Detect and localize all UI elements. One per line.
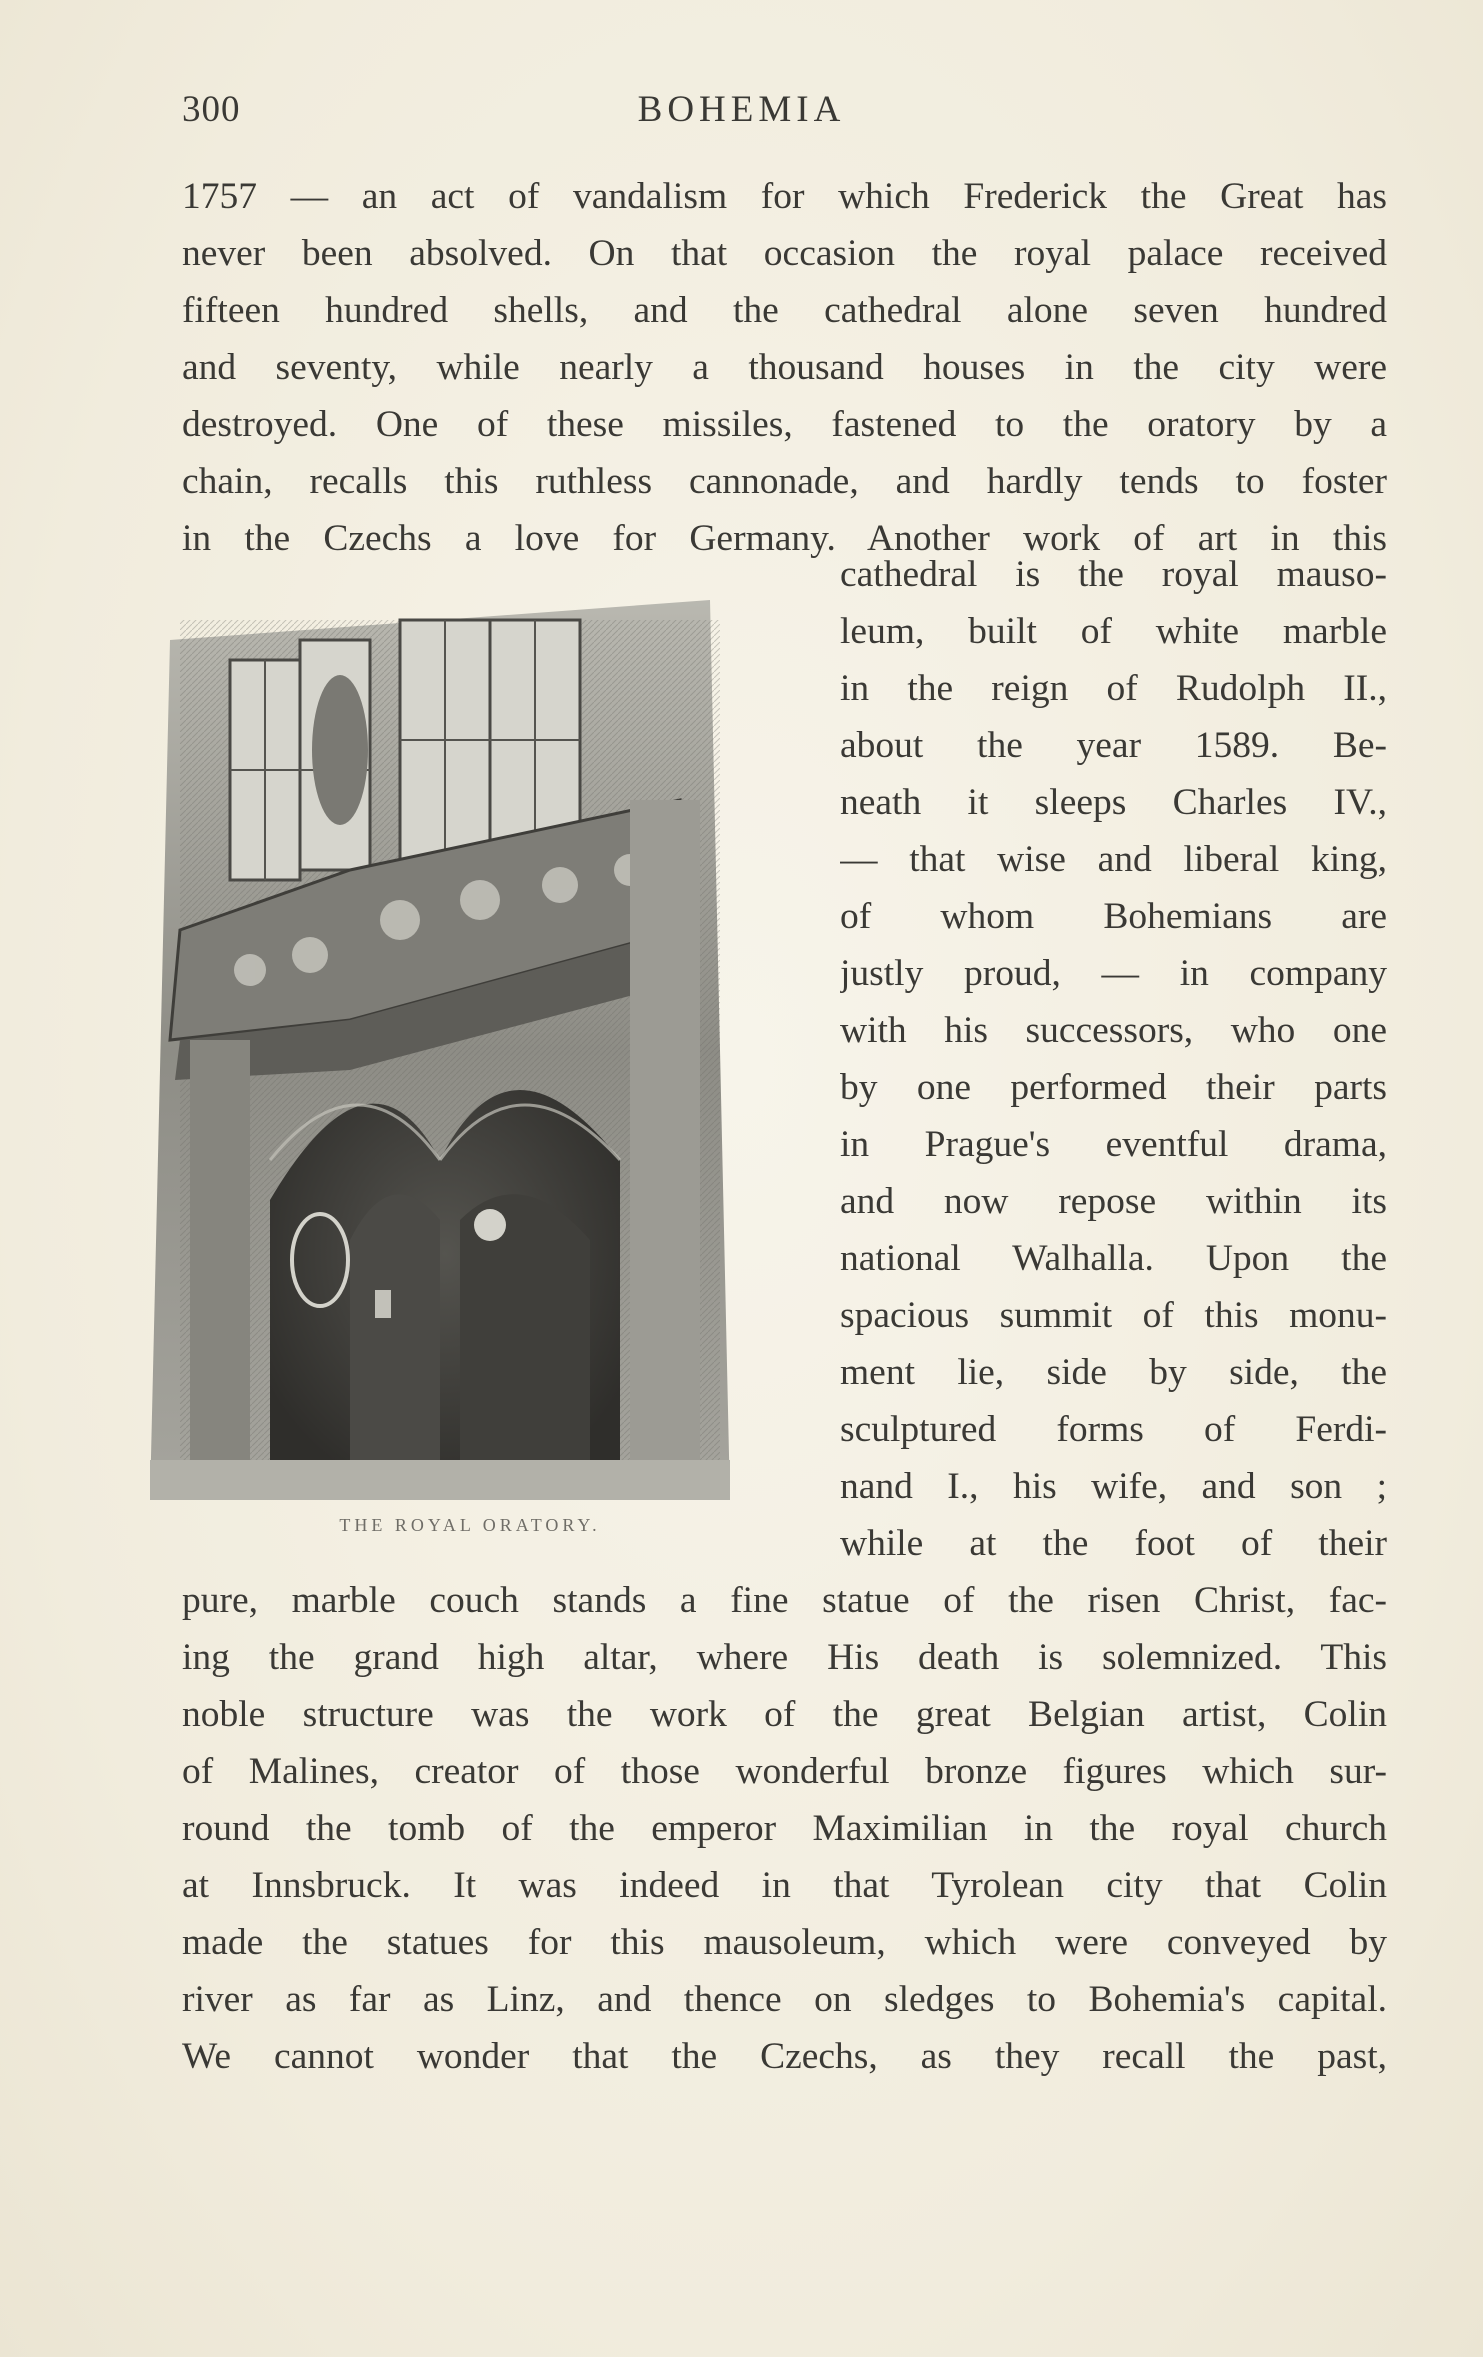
oratory-engraving: [150, 600, 790, 1500]
paragraph-side-column: [840, 546, 1387, 1572]
text-line: in Prague's eventful drama,: [840, 1124, 1387, 1165]
text-line: never been absolved. On that occasion the royal palace received: [182, 233, 1387, 274]
running-title: BOHEMIA: [637, 89, 846, 130]
text-line: leum, built of white marble: [840, 611, 1387, 652]
page-header: [0, 88, 1483, 138]
text-line: fifteen hundred shells, and the cathedral alone seven hundred: [182, 290, 1387, 331]
text-line: 1757 — an act of vandalism for which Frederick the Great has: [182, 176, 1387, 217]
text-line: neath it sleeps Charles IV.,: [840, 782, 1387, 823]
text-line: ing the grand high altar, where His death is solemnized. This: [182, 1637, 1387, 1678]
text-line: sculptured forms of Ferdi-: [840, 1409, 1387, 1450]
paragraph-bottom: [182, 1572, 1387, 2085]
text-line: pure, marble couch stands a fine statue of the risen Christ, fac-: [182, 1580, 1387, 1621]
text-line: in the reign of Rudolph II.,: [840, 668, 1387, 709]
text-line: spacious summit of this monu-: [840, 1295, 1387, 1336]
text-line: and seventy, while nearly a thousand houses in the city were: [182, 347, 1387, 388]
text-line: about the year 1589. Be-: [840, 725, 1387, 766]
text-line: chain, recalls this ruthless cannonade, and hardly tends to foster: [182, 461, 1387, 502]
text-line: — that wise and liberal king,: [840, 839, 1387, 880]
text-line: and now repose within its: [840, 1181, 1387, 1222]
text-line: made the statues for this mausoleum, which were conveyed by: [182, 1922, 1387, 1963]
text-line: national Walhalla. Upon the: [840, 1238, 1387, 1279]
text-line: of whom Bohemians are: [840, 896, 1387, 937]
text-line: nand I., his wife, and son ;: [840, 1466, 1387, 1507]
text-line: with his successors, who one: [840, 1010, 1387, 1051]
text-line: of Malines, creator of those wonderful bronze figures which sur-: [182, 1751, 1387, 1792]
paragraph-top: [182, 168, 1387, 567]
text-line: destroyed. One of these missiles, fastened to the oratory by a: [182, 404, 1387, 445]
figure-caption: THE ROYAL ORATORY.: [339, 1515, 601, 1535]
text-line: justly proud, — in company: [840, 953, 1387, 994]
text-line: We cannot wonder that the Czechs, as they recall the past,: [182, 2036, 1387, 2077]
text-line: at Innsbruck. It was indeed in that Tyrolean city that Colin: [182, 1865, 1387, 1906]
text-line: by one performed their parts: [840, 1067, 1387, 1108]
text-line: while at the foot of their: [840, 1523, 1387, 1564]
text-line: noble structure was the work of the great Belgian artist, Colin: [182, 1694, 1387, 1735]
text-line: cathedral is the royal mauso-: [840, 554, 1387, 595]
text-line: river as far as Linz, and thence on sledges to Bohemia's capital.: [182, 1979, 1387, 2020]
page-number: 300: [182, 89, 241, 130]
oratory-illustration: [150, 600, 790, 1500]
text-line: round the tomb of the emperor Maximilian in the royal church: [182, 1808, 1387, 1849]
text-line: ment lie, side by side, the: [840, 1352, 1387, 1393]
text-line: in the Czechs a love for Germany. Another work of art in this: [182, 518, 1387, 559]
